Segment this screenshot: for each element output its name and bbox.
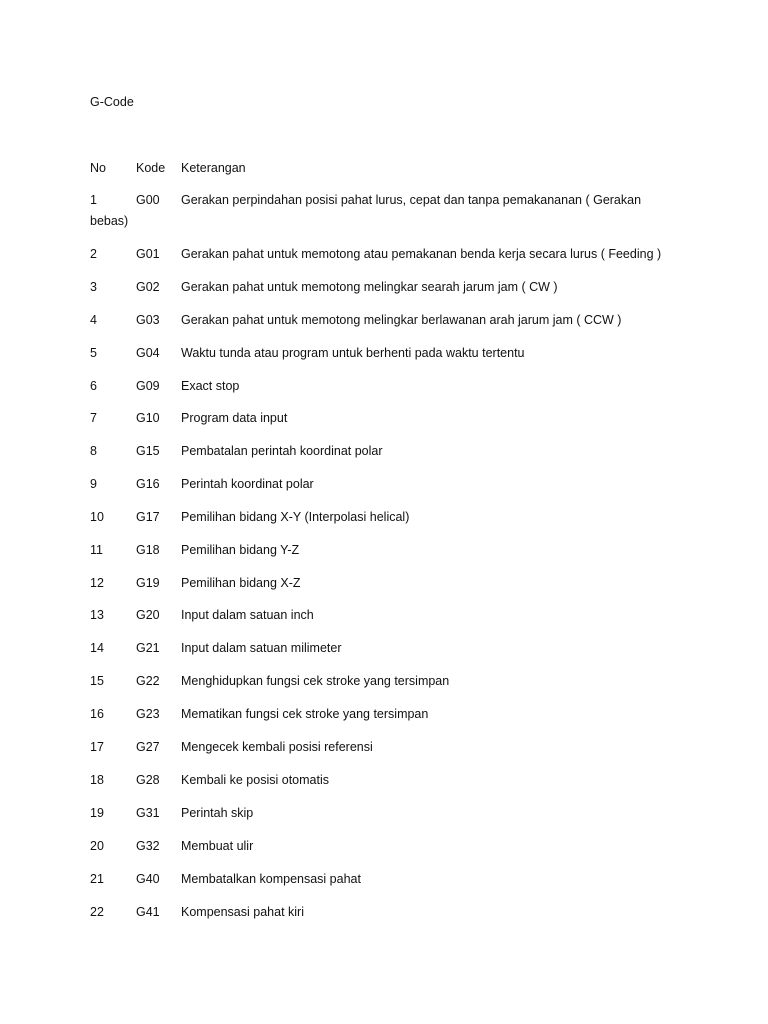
row-no: 10 — [90, 510, 104, 524]
row-keterangan: Input dalam satuan inch — [181, 608, 314, 622]
header-no: No — [90, 161, 106, 175]
document-title: G-Code — [90, 95, 134, 109]
row-kode: G15 — [136, 444, 160, 458]
row-no: 20 — [90, 839, 104, 853]
row-keterangan: Gerakan perpindahan posisi pahat lurus, cepat dan tanpa pemakananan ( Gerakan — [181, 193, 642, 207]
row-no: 5 — [90, 346, 97, 360]
row-kode: G31 — [136, 806, 160, 820]
row-no: 17 — [90, 740, 104, 754]
row-kode: G40 — [136, 872, 160, 886]
row-kode: G32 — [136, 839, 160, 853]
row-keterangan: Program data input — [181, 411, 288, 425]
row-kode: G41 — [136, 905, 160, 919]
row-no: 9 — [90, 477, 97, 491]
row-keterangan: Waktu tunda atau program untuk berhenti pada waktu tertentu — [181, 346, 525, 360]
row-no: 16 — [90, 707, 104, 721]
row-no: 14 — [90, 641, 104, 655]
row-no: 4 — [90, 313, 97, 327]
row-no: 18 — [90, 773, 104, 787]
row-no: 21 — [90, 872, 104, 886]
row-keterangan-continuation: bebas) — [90, 214, 129, 228]
row-no: 8 — [90, 444, 97, 458]
row-keterangan: Menghidupkan fungsi cek stroke yang tersimpan — [181, 674, 450, 688]
row-kode: G18 — [136, 543, 160, 557]
row-kode: G22 — [136, 674, 160, 688]
row-keterangan: Gerakan pahat untuk memotong melingkar searah jarum jam ( CW ) — [181, 280, 558, 294]
row-kode: G19 — [136, 576, 160, 590]
row-keterangan: Input dalam satuan milimeter — [181, 641, 342, 655]
row-no: 7 — [90, 411, 97, 425]
row-no: 13 — [90, 608, 104, 622]
row-kode: G28 — [136, 773, 160, 787]
row-kode: G02 — [136, 280, 160, 294]
row-keterangan: Gerakan pahat untuk memotong melingkar berlawanan arah jarum jam ( CCW ) — [181, 313, 622, 327]
row-no: 19 — [90, 806, 104, 820]
header-keterangan: Keterangan — [181, 161, 246, 175]
row-no: 22 — [90, 905, 104, 919]
row-keterangan: Pemilihan bidang X-Y (Interpolasi helical) — [181, 510, 410, 524]
row-no: 15 — [90, 674, 104, 688]
row-keterangan: Mematikan fungsi cek stroke yang tersimpan — [181, 707, 429, 721]
row-kode: G10 — [136, 411, 160, 425]
row-kode: G21 — [136, 641, 160, 655]
row-keterangan: Pemilihan bidang Y-Z — [181, 543, 300, 557]
row-keterangan: Kembali ke posisi otomatis — [181, 773, 329, 787]
row-keterangan: Membuat ulir — [181, 839, 254, 853]
row-keterangan: Exact stop — [181, 379, 240, 393]
row-kode: G01 — [136, 247, 160, 261]
row-kode: G20 — [136, 608, 160, 622]
row-kode: G23 — [136, 707, 160, 721]
row-kode: G27 — [136, 740, 160, 754]
row-no: 6 — [90, 379, 97, 393]
row-kode: G16 — [136, 477, 160, 491]
row-kode: G17 — [136, 510, 160, 524]
row-no: 2 — [90, 247, 97, 261]
row-keterangan: Perintah koordinat polar — [181, 477, 314, 491]
row-kode: G00 — [136, 193, 160, 207]
row-kode: G04 — [136, 346, 160, 360]
row-keterangan: Perintah skip — [181, 806, 254, 820]
row-no: 1 — [90, 193, 97, 207]
row-keterangan: Mengecek kembali posisi referensi — [181, 740, 373, 754]
row-no: 12 — [90, 576, 104, 590]
row-keterangan: Gerakan pahat untuk memotong atau pemakanan benda kerja secara lurus ( Feeding ) — [181, 247, 662, 261]
header-kode: Kode — [136, 161, 166, 175]
row-keterangan: Kompensasi pahat kiri — [181, 905, 304, 919]
row-keterangan: Pembatalan perintah koordinat polar — [181, 444, 383, 458]
row-keterangan: Pemilihan bidang X-Z — [181, 576, 301, 590]
row-keterangan: Membatalkan kompensasi pahat — [181, 872, 361, 886]
row-no: 3 — [90, 280, 97, 294]
row-no: 11 — [90, 543, 103, 557]
row-kode: G03 — [136, 313, 160, 327]
row-kode: G09 — [136, 379, 160, 393]
